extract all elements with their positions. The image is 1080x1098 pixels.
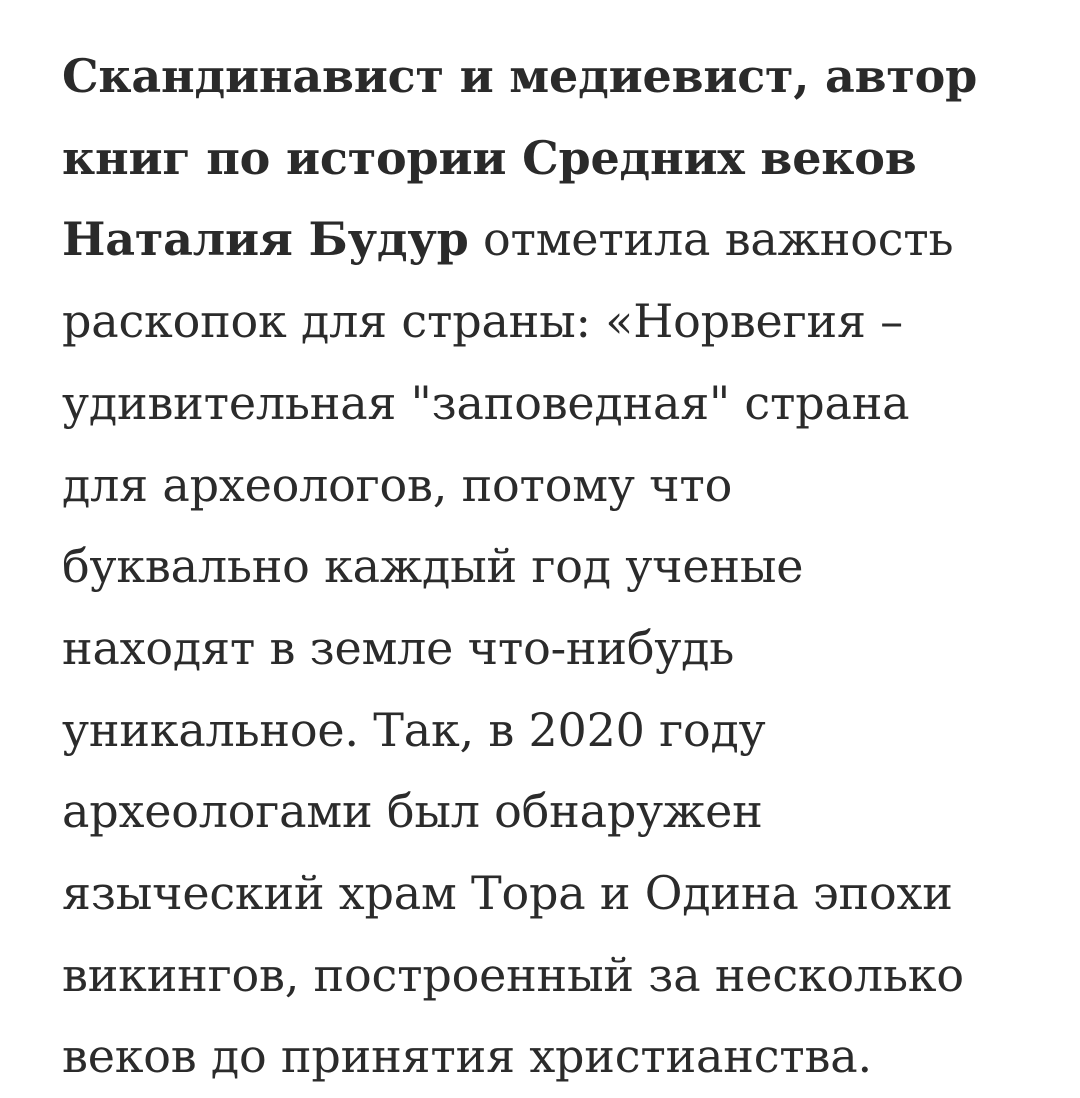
text-line	[62, 36, 1052, 118]
text-line	[62, 853, 1052, 935]
author-intro-bold: Скандинавист и медиевист, автор	[62, 49, 978, 103]
text-line	[62, 445, 1052, 527]
body-text: находят в земле что-нибудь	[62, 620, 735, 675]
text-line	[62, 118, 1052, 200]
article-paragraph	[62, 36, 1052, 1098]
body-text: раскопок для страны: «Норвегия –	[62, 294, 903, 349]
body-text: уникальное. Так, в 2020 году	[62, 702, 766, 757]
text-line	[62, 608, 1052, 690]
text-line	[62, 1016, 1052, 1098]
text-line	[62, 935, 1052, 1017]
body-text: для археологов, потому что	[62, 457, 733, 512]
body-text: веков до принятия христианства.	[62, 1029, 872, 1084]
author-name-bold: Наталия Будур	[62, 212, 469, 267]
body-text: буквально каждый год ученые	[62, 539, 804, 594]
author-intro-bold: книг по истории Средних веков	[62, 130, 917, 185]
text-line	[62, 363, 1052, 445]
text-line	[62, 199, 1052, 281]
text-line	[62, 281, 1052, 363]
body-text: отметила важность	[468, 212, 954, 267]
body-text: языческий храм Тора и Одина эпохи	[62, 866, 953, 921]
text-line	[62, 526, 1052, 608]
text-line	[62, 771, 1052, 853]
text-line	[62, 690, 1052, 772]
body-text: археологами был обнаружен	[62, 784, 763, 839]
body-text: викингов, построенный за несколько	[62, 947, 964, 1002]
body-text: удивительная "заповедная" страна	[62, 375, 910, 430]
